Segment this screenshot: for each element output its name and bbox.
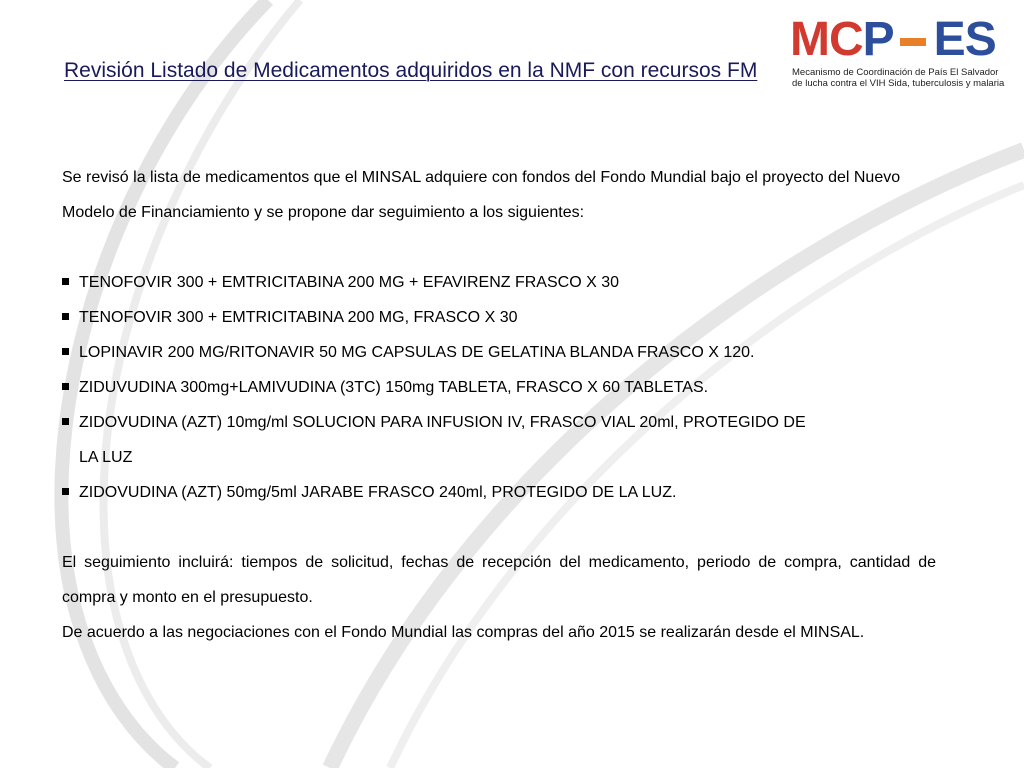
list-item (62, 405, 936, 475)
negotiation-paragraph: De acuerdo a las negociaciones con el Fondo Mundial las compras del año 2015 se realizarán desde el MINSAL. (62, 624, 865, 641)
followup-paragraph: El seguimiento incluirá: tiempos de solicitud, fechas de recepción del medicamento, periodo de compra, cantidad de compra y monto en el presupuesto. (62, 554, 936, 606)
list-item-text: ZIDOVUDINA (AZT) 50mg/5ml JARABE FRASCO 240ml, PROTEGIDO DE LA LUZ. (79, 484, 677, 501)
square-bullet-icon (62, 488, 69, 495)
square-bullet-icon (62, 348, 69, 355)
slide-body (62, 160, 936, 650)
list-item (62, 300, 936, 335)
list-item-text: LOPINAVIR 200 MG/RITONAVIR 50 MG CAPSULAS DE GELATINA BLANDA FRASCO X 120. (79, 344, 755, 361)
square-bullet-icon (62, 313, 69, 320)
list-item-text: TENOFOVIR 300 + EMTRICITABINA 200 MG + EFAVIRENZ FRASCO X 30 (79, 274, 619, 291)
list-item-text: ZIDOVUDINA (AZT) 10mg/ml SOLUCION PARA INFUSION IV, FRASCO VIAL 20ml, PROTEGIDO DE LA LUZ (79, 414, 806, 466)
intro-paragraph: Se revisó la lista de medicamentos que el MINSAL adquiere con fondos del Fondo Mundial bajo el proyecto del Nuevo Modelo de Financiamiento y se propone dar seguimiento a los siguientes: (62, 169, 901, 221)
logo-caption-line2: de lucha contra el VIH Sida, tuberculosis y malaria (792, 78, 1005, 89)
logo-mark-mc: MC (790, 13, 863, 66)
list-item-text: TENOFOVIR 300 + EMTRICITABINA 200 MG, FRASCO X 30 (79, 309, 518, 326)
logo-caption-line1: Mecanismo de Coordinación de País El Salvador (792, 67, 999, 78)
list-item (62, 265, 936, 300)
logo-dash (900, 38, 926, 46)
medication-list (62, 265, 936, 510)
list-item-text: ZIDUVUDINA 300mg+LAMIVUDINA (3TC) 150mg TABLETA, FRASCO X 60 TABLETAS. (79, 379, 709, 396)
logo-mark-p: P (862, 13, 894, 66)
list-item (62, 475, 936, 510)
square-bullet-icon (62, 418, 69, 425)
list-item (62, 335, 936, 370)
list-item (62, 370, 936, 405)
mcp-es-logo (790, 13, 1010, 95)
slide-title: Revisión Listado de Medicamentos adquiridos en la NMF con recursos FM (64, 59, 758, 82)
square-bullet-icon (62, 278, 69, 285)
square-bullet-icon (62, 383, 69, 390)
logo-mark (790, 13, 1010, 66)
logo-caption (790, 67, 1010, 89)
logo-mark-es: ES (933, 13, 996, 66)
